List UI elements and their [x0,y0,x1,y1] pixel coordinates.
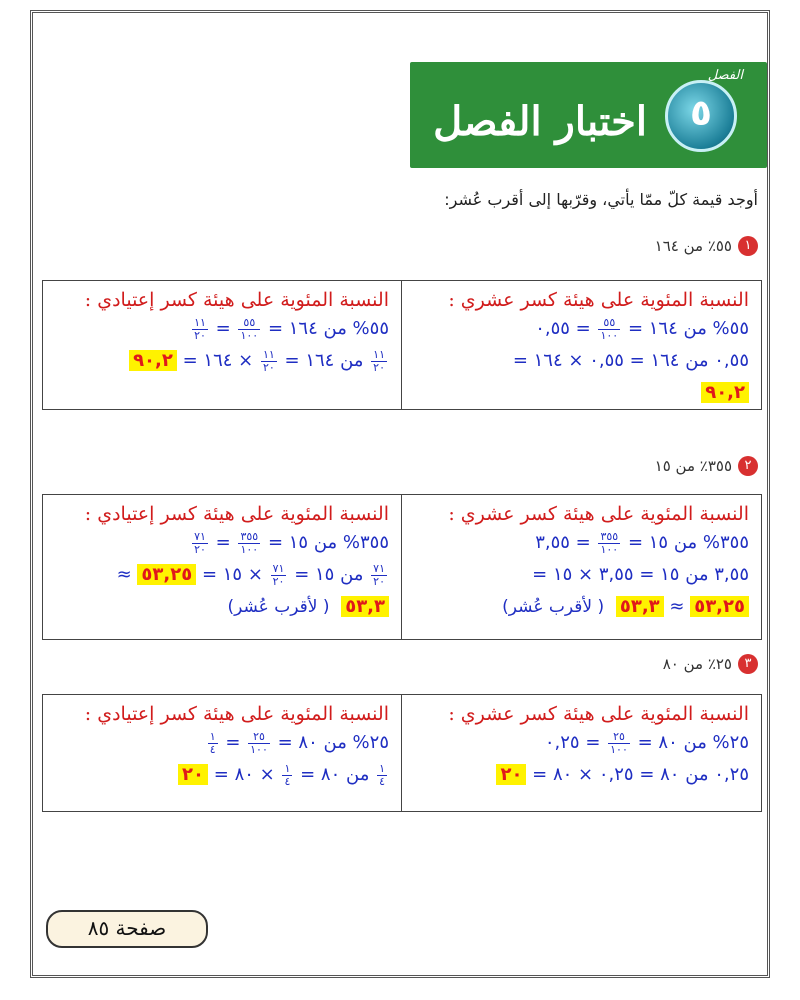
fraction-numerator: ٧١ [272,561,285,575]
rounding-note: ( لأقرب عُشر) [502,597,605,617]
answer-highlight: ٢٠ [496,764,526,785]
calc-line [414,345,749,377]
fraction [261,349,277,374]
fraction-heading: النسبة المئوية على هيئة كسر إعتيادي : [84,289,389,311]
calc-line: ٢٥% من ٨٠ = $\frac{٢٥}{١٠٠}$ = $\frac{١}{٤}$ [209,729,389,756]
calc-text: ٠,٢٥ من ٨٠ = ٠,٢٥ × ٨٠ = [532,764,749,785]
calc-line [414,727,749,759]
calc-text: ٥٥% من ١٦٤ = [267,318,389,339]
chapter-badge [665,80,737,152]
calc-text: ٣,٥٥ من ١٥ = ٣,٥٥ × ١٥ = [532,564,749,585]
calc-text: ٢٥% من ٨٠ = [277,732,389,753]
fraction [598,531,620,556]
fraction [271,563,287,588]
calc-line: ٣٥٥% من ١٥ = $\frac{٣٥٥}{١٠٠}$ = $\frac{٧١}{٢٠}$ [194,529,389,556]
solution-box-3 [42,694,762,812]
calc-line: ٥٥% من ١٦٤ = $\frac{٥٥}{١٠٠}$ = $\frac{١١}{٢٠}$ [194,315,389,342]
calc-text: ٣٥٥% من ١٥ = [267,532,389,553]
fraction [208,731,218,756]
calc-text: من ١٥ = [294,564,364,585]
decimal-heading: النسبة المئوية على هيئة كسر عشري : [448,703,749,725]
decimal-heading: النسبة المئوية على هيئة كسر عشري : [448,503,749,525]
fraction-numerator: ٧١ [373,561,385,575]
rounded-highlight: ٥٣,٣ [616,596,664,617]
fraction-denominator: ٢٠ [194,542,206,556]
calc-text: × ٨٠ = [213,764,275,785]
problem-number-badge: ٣ [738,654,758,674]
fraction-numerator: ٥٥ [238,317,260,330]
fraction-numerator: ١ [209,729,216,743]
fraction-denominator: ٤ [379,774,385,788]
problem-number-badge: ٢ [738,456,758,476]
page-number-label: صفحة ٨٥ [87,916,167,940]
fraction-method-cell [43,495,402,639]
problem-3 [663,654,758,674]
calc-line [414,313,749,345]
problem-text: ٣٥٥٪ من ١٥ [654,457,732,475]
fraction-numerator: ٣٥٥ [240,529,259,543]
calc-text: ٠,٥٥ من ١٦٤ = ٠,٥٥ × ١٦٤ = [512,350,749,371]
instruction-text: أوجد قيمة كلّ ممّا يأتي، وقرّبها إلى أقرب عُشر: [444,190,758,209]
fraction [598,317,620,342]
fraction-denominator: ٢٠ [194,328,206,342]
chapter-title: اختبار الفصل [433,98,647,145]
fraction-denominator: ١٠٠ [240,542,259,556]
fraction [608,731,630,756]
decimal-method-cell [402,695,761,811]
fraction-denominator: ٢٠ [272,574,285,588]
decimal-heading: النسبة المئوية على هيئة كسر عشري : [448,289,749,311]
answer-highlight: ٩٠,٢ [129,350,177,371]
fraction [377,763,387,788]
fraction-denominator: ٤ [209,742,216,756]
fraction [282,763,292,788]
rounded-highlight: ٥٣,٣ [341,596,389,617]
answer-highlight: ٢٠ [178,764,208,785]
fraction [238,317,260,342]
calc-text: ٢٥% من ٨٠ = [637,732,749,753]
calc-line [414,527,749,559]
problem-1 [655,236,758,256]
fraction-denominator: ٢٠ [262,360,275,374]
rounding-note: ( لأقرب عُشر) [227,597,330,617]
calc-text: من ٨٠ = [300,764,370,785]
calc-text: × ١٥ = [201,564,263,585]
fraction-numerator: ٢٥ [248,731,270,744]
problem-text: ٥٥٪ من ١٦٤ [654,237,732,255]
fraction-method-cell [43,281,402,409]
fraction-numerator: ٢٥ [608,731,630,744]
fraction [248,731,270,756]
approx-symbol: ≈ [669,596,685,617]
calc-text: × ١٦٤ = [182,350,254,371]
fraction-numerator: ٣٥٥ [600,529,619,543]
calc-text: ٥٥% من ١٦٤ = [627,318,749,339]
calc-text: من ١٦٤ = [284,350,364,371]
fraction-denominator: ١٠٠ [600,542,619,556]
page-number-tag [46,910,208,948]
answer-highlight: ٥٣,٢٥ [690,596,749,617]
calc-text: = ٠,٥٥ [535,318,591,339]
chapter-number: ٥ [690,93,712,134]
chapter-label: الفصل [707,68,743,83]
calc-line [55,591,389,623]
fraction [238,531,260,556]
fraction-denominator: ١٠٠ [600,328,619,342]
fraction-denominator: ٤ [284,774,291,788]
decimal-method-cell [402,281,761,409]
fraction-heading: النسبة المئوية على هيئة كسر إعتيادي : [84,503,389,525]
problem-number-badge: ١ [738,236,758,256]
decimal-method-cell [402,495,761,639]
fraction [192,531,208,556]
answer-highlight: ٩٠,٢ [701,382,749,403]
calc-line [414,759,749,791]
fraction-numerator: ٧١ [194,529,206,543]
calc-line [55,559,389,591]
fraction-denominator: ١٠٠ [240,328,259,342]
answer-highlight: ٥٣,٢٥ [137,564,196,585]
fraction [371,349,387,374]
fraction-numerator: ١١ [194,315,206,329]
calc-text: = ٠,٢٥ [544,732,601,753]
fraction-heading: النسبة المئوية على هيئة كسر إعتيادي : [84,703,389,725]
calc-line [55,345,389,377]
problem-text: ٢٥٪ من ٨٠ [662,655,732,673]
fraction-denominator: ٢٠ [373,360,385,374]
fraction [192,317,208,342]
calc-line [414,591,749,623]
calc-line [55,759,389,791]
calc-line [414,559,749,591]
calc-text: = ٣,٥٥ [535,532,591,553]
chapter-banner [410,62,767,168]
fraction-denominator: ٢٠ [373,574,385,588]
fraction-numerator: ٥٥ [598,317,620,330]
fraction [371,563,387,588]
calc-line [414,377,749,409]
fraction-method-cell [43,695,402,811]
solution-box-2 [42,494,762,640]
fraction-numerator: ١١ [262,347,275,361]
fraction-numerator: ١ [379,761,385,775]
solution-box-1 [42,280,762,410]
fraction-numerator: ١١ [373,347,385,361]
calc-text: ٣٥٥% من ١٥ = [627,532,749,553]
fraction-denominator: ١٠٠ [250,742,268,756]
fraction-denominator: ١٠٠ [610,742,628,756]
fraction-numerator: ١ [284,761,291,775]
problem-2 [655,456,758,476]
approx-symbol: ≈ [116,564,132,585]
